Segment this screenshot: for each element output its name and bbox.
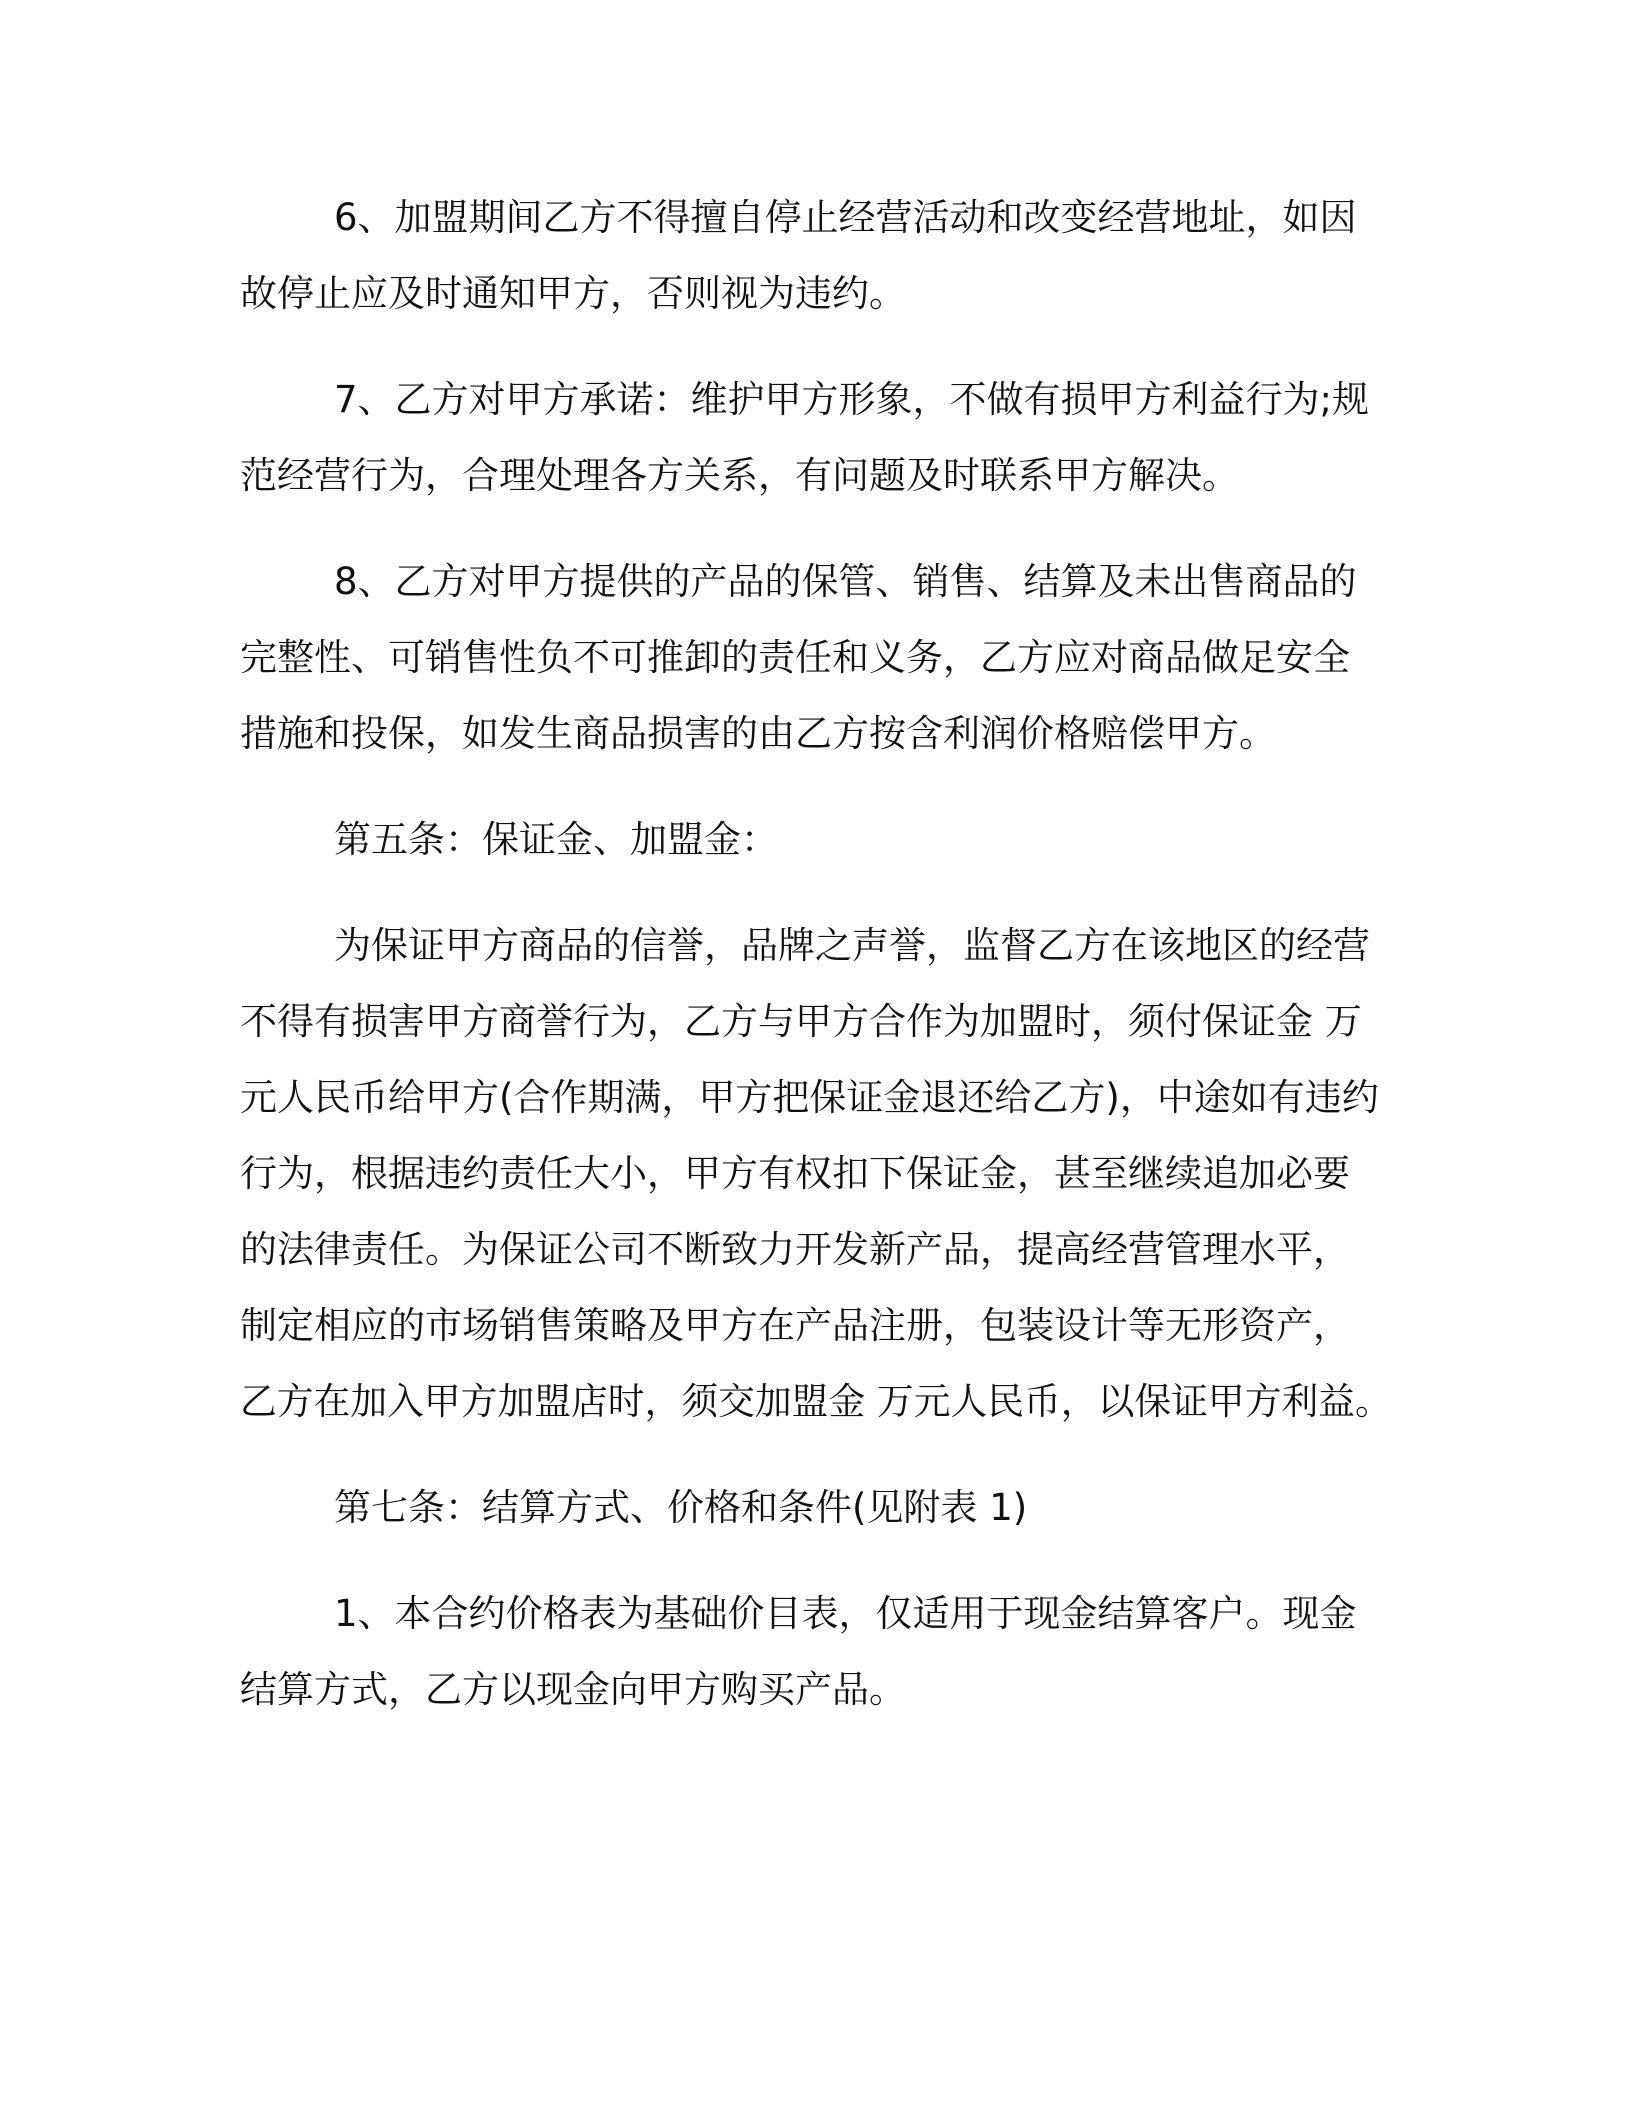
paragraph-line: 结算方式，乙方以现金向甲方购买产品。 [240,1668,906,1711]
section-heading: 第五条：保证金、加盟金： [334,818,778,861]
paragraph-line: 7、乙方对甲方承诺：维护甲方形象，不做有损甲方利益行为;规 [334,378,1370,421]
paragraph-line: 故停止应及时通知甲方，否则视为违约。 [240,272,906,315]
paragraph-line: 元人民币给甲方(合作期满，甲方把保证金退还给乙方)，中途如有违约 [240,1076,1379,1119]
paragraph-line: 行为，根据违约责任大小，甲方有权扣下保证金，甚至继续追加必要 [240,1152,1350,1195]
paragraph-line: 完整性、可销售性负不可推卸的责任和义务，乙方应对商品做足安全 [240,636,1350,679]
paragraph-line: 的法律责任。为保证公司不断致力开发新产品，提高经营管理水平， [240,1228,1350,1271]
paragraph-line: 8、乙方对甲方提供的产品的保管、销售、结算及未出售商品的 [334,560,1357,603]
paragraph-line: 1、本合约价格表为基础价目表，仅适用于现金结算客户。现金 [334,1592,1357,1635]
paragraph-line: 制定相应的市场销售策略及甲方在产品注册，包装设计等无形资产， [240,1304,1350,1347]
paragraph-line: 措施和投保，如发生商品损害的由乙方按含利润价格赔偿甲方。 [240,712,1276,755]
paragraph-line: 乙方在加入甲方加盟店时，须交加盟金 万元人民币，以保证甲方利益。 [240,1380,1392,1423]
section-heading: 第七条：结算方式、价格和条件(见附表 1) [334,1486,1028,1529]
paragraph-line: 不得有损害甲方商誉行为，乙方与甲方合作为加盟时，须付保证金 万 [240,1000,1362,1043]
paragraph-line: 范经营行为，合理处理各方关系，有问题及时联系甲方解决。 [240,454,1239,497]
paragraph-line: 6、加盟期间乙方不得擅自停止经营活动和改变经营地址，如因 [334,196,1357,239]
paragraph-line: 为保证甲方商品的信誉，品牌之声誉，监督乙方在该地区的经营 [334,924,1370,967]
